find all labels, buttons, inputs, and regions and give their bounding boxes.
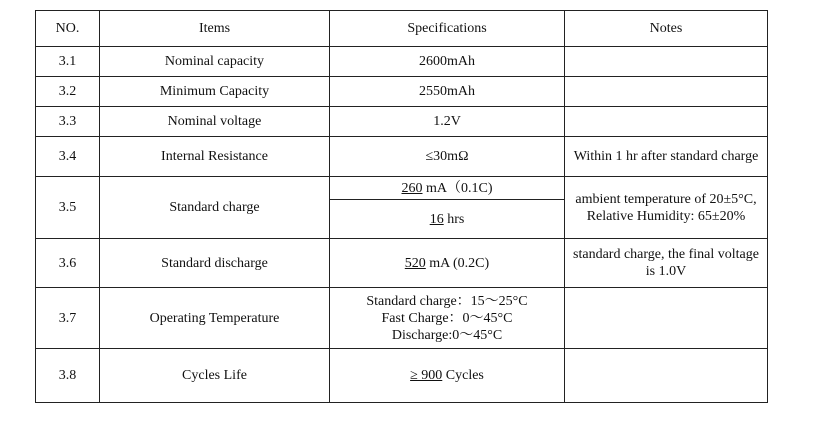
row-spec-charge-current [330, 177, 565, 200]
row-number: 3.8 [36, 349, 100, 403]
row-number: 3.5 [36, 177, 100, 239]
row-item: Nominal capacity [100, 47, 330, 77]
table-row-3-8 [36, 349, 768, 403]
row-notes: standard charge, the final voltage is 1.0V [565, 239, 768, 288]
charge-current-value: 260 [401, 180, 423, 196]
row-spec [330, 349, 565, 403]
cycles-unit: Cycles [442, 368, 484, 383]
row-number: 3.7 [36, 288, 100, 349]
spec-line-fast-charge: Fast Charge：0～45°C [381, 310, 513, 326]
row-number: 3.3 [36, 107, 100, 137]
row-spec: ≤30mΩ [330, 137, 565, 177]
row-notes: Within 1 hr after standard charge [565, 137, 768, 177]
header-items: Items [100, 11, 330, 47]
row-notes [565, 349, 768, 403]
row-notes [565, 77, 768, 107]
cycles-value: ≥ 900 [410, 368, 443, 383]
charge-current-unit: mA（0.1C) [422, 180, 493, 196]
header-notes: Notes [565, 11, 768, 47]
table-row-3-6 [36, 239, 768, 288]
row-number: 3.2 [36, 77, 100, 107]
table-row-3-1 [36, 47, 768, 77]
table-row-3-5 [36, 177, 768, 200]
row-spec [330, 288, 565, 349]
specifications-table [35, 10, 768, 403]
row-item: Internal Resistance [100, 137, 330, 177]
charge-time-unit: hrs [443, 211, 465, 227]
spec-line-standard-charge: Standard charge：15～25°C [366, 293, 528, 309]
row-item: Nominal voltage [100, 107, 330, 137]
row-number: 3.4 [36, 137, 100, 177]
row-item: Operating Temperature [100, 288, 330, 349]
row-spec: 2600mAh [330, 47, 565, 77]
row-spec: 2550mAh [330, 77, 565, 107]
discharge-current-value: 520 [404, 255, 426, 271]
row-item: Standard discharge [100, 239, 330, 288]
charge-time-value: 16 [429, 211, 444, 227]
table-row-3-2 [36, 77, 768, 107]
header-specifications: Specifications [330, 11, 565, 47]
table-row-3-7 [36, 288, 768, 349]
row-number: 3.6 [36, 239, 100, 288]
table-row-3-4 [36, 137, 768, 177]
row-number: 3.1 [36, 47, 100, 77]
header-no: NO. [36, 11, 100, 47]
table-header-row [36, 11, 768, 47]
row-notes: ambient temperature of 20±5°C, Relative Humidity: 65±20% [565, 177, 768, 239]
row-spec: 1.2V [330, 107, 565, 137]
table-row-3-3 [36, 107, 768, 137]
row-spec-charge-time [330, 200, 565, 239]
row-item: Cycles Life [100, 349, 330, 403]
discharge-current-unit: mA (0.2C) [425, 255, 490, 271]
row-notes [565, 288, 768, 349]
row-notes [565, 47, 768, 77]
row-notes [565, 107, 768, 137]
row-item: Standard charge [100, 177, 330, 239]
spec-line-discharge: Discharge:0～45°C [391, 327, 503, 343]
row-item: Minimum Capacity [100, 77, 330, 107]
row-spec [330, 239, 565, 288]
